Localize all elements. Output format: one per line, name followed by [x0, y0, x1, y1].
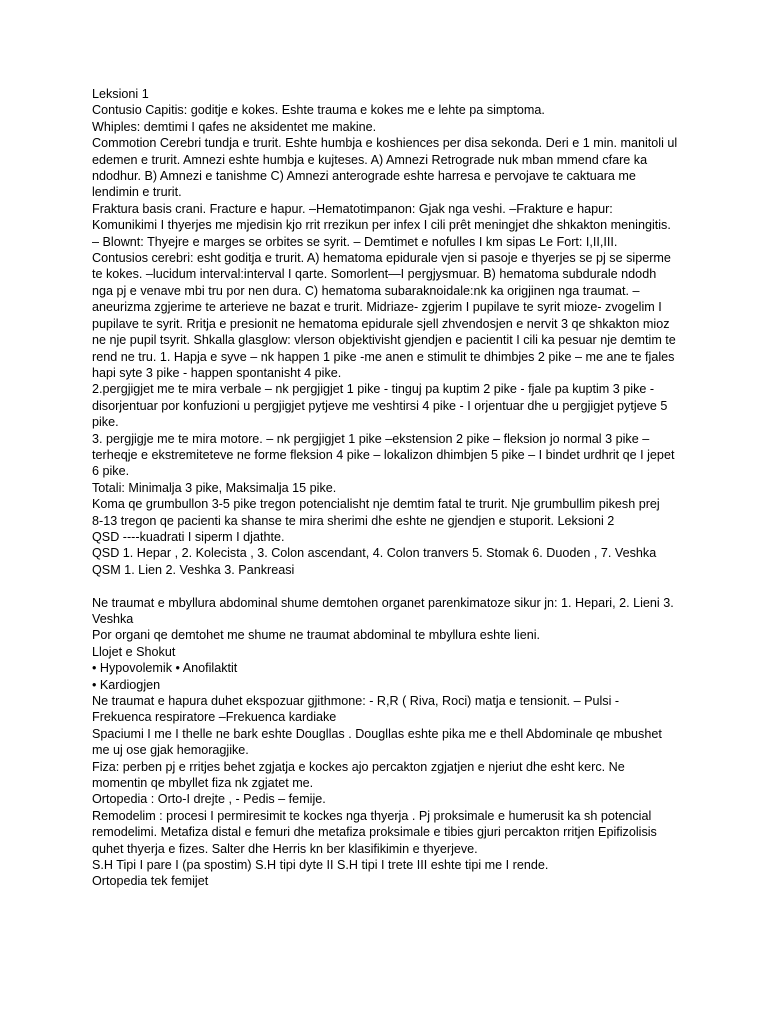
paragraph-lieni: Por organi qe demtohet me shume ne traumat abdominal te mbyllura eshte lieni. [92, 628, 541, 643]
heading-leksioni-1: Leksioni 1 [92, 87, 149, 101]
paragraph-koma: Koma qe grumbullon 3-5 pike tregon potencialisht nje demtim fatal te trurit. Nje grumbullim pikesh prej [92, 497, 660, 512]
list-item-kardiogjen: • Kardiogjen [92, 677, 161, 692]
paragraph-whiples: Whiples: demtimi I qafes ne aksidentet me makine. [92, 119, 377, 134]
paragraph-remodelim: Remodelim : procesi I permiresimit te kockes nga thyerja . Pj proksimale e humerusit ka sh potencial remodelimi. Metafiza distal e femuri dhe metafiza proksimale e tibies gjuri percakton rritjen Epifizolisis quhet thyerja e fizes. Salter dhe Herris kn ber klasifikimin e thyerjeve. [92, 808, 657, 856]
blank-line [92, 578, 680, 594]
paragraph-stupor-leksioni-2: 8-13 tregon qe pacienti ka shanse te mira sherimi dhe eshte ne gjendjen e stuporit. Leksioni 2 [92, 513, 615, 528]
paragraph-dougllas: Spaciumi I me I thelle ne bark eshte Dougllas . Dougllas eshte pika me e thell Abdominale qe mbushet me uj ose gjak hemoragjike. [92, 726, 662, 758]
paragraph-ortopedia: Ortopedia : Orto-I drejte , - Pedis – femije. [92, 792, 326, 807]
paragraph-traumat-hapura: Ne traumat e hapura duhet ekspozuar gjithmone: - R,R ( Riva, Roci) matja e tensionit. – Pulsi - Frekuenca respiratore –Frekuenca kardiake [92, 694, 620, 725]
paragraph-qsd-kuadrati: QSD ----kuadrati I siperm I djathte. [92, 529, 285, 544]
paragraph-fraktura-basis-crani: Fraktura basis crani. Fracture e hapur. –Hematotimpanon: Gjak nga veshi. –Frakture e hapur: Komunikimi I thyerjes me mjedisin kjo rrit rrezikun per infex I cili prêt meningjet dhe shkakton meningitis. – Blownt: Thyejre e marges se orbites se syrit. – Demtimet e nofulles I km sipas Le Fort: I,II,III. [92, 201, 671, 249]
paragraph-qsd-organs: QSD 1. Hepar , 2. Kolecista , 3. Colon ascendant, 4. Colon tranvers 5. Stomak 6. Duoden , 7. Veshka [92, 546, 657, 561]
paragraph-contusios-cerebri: Contusios cerebri: esht goditja e trurit. A) hematoma epidurale vjen si pasoje e thyerjes se pj se siperme te kokes. –lucidum interval:interval I qarte. Somorlent—I pergjysmuar. B) hematoma subdurale ndodh nga pj e venave mbi tru por nen dura. C) hematoma subaraknoidale:nk ka origjinen nga traumat. – aneurizma zgjerime te arterieve ne bazat e trurit. Midriaze- zgjerim I pupilave te syrit mioze- zvogelim I pupilave te syrit. Rritja e presionit ne hematoma epidurale sjell zhvendosjen e nervit 3 qe shkakton mioz ne nje pupil tsyrit. Shkalla glasglow: vlerson objektivisht gjendjen e pacientit I cili ka pesuar nje demtim te rend ne tru. 1. Hapja e syve – nk happen 1 pike -me anen e stimulit te dhimbjes 2 pike – me ane te fjales hapi syte 3 pike - happen spontanisht 4 pike. [92, 251, 676, 380]
paragraph-totali: Totali: Minimalja 3 pike, Maksimalja 15 pike. [92, 480, 337, 495]
paragraph-commotion-cerebri: Commotion Cerebri tundja e trurit. Eshte humbja e koshiences per disa sekonda. Deri e 1 min. manitoli ul edemen e trurit. Amnezi eshte humbja e kujteses. A) Amnezi Retrograde nuk mban mmend cfare ka ndodhur. B) Amnezi e tanishme C) Amnezi anterograde eshte harresa e pervojave te caktuara me lendimin e trurit. [92, 136, 678, 200]
document-page [92, 86, 680, 890]
paragraph-verbal-response: 2.pergjigjet me te mira verbale – nk pergjigjet 1 pike - tinguj pa kuptim 2 pike - fjale pa kuptim 3 pike - disorjentuar por konfuzioni u pergjigjet pytjeve me veshtirsi 4 pike - I orjentuar dhe u pergjigjet pytjeve 5 pike. [92, 382, 668, 430]
list-item-hypovolemik: • Hypovolemik • Anofilaktit [92, 661, 238, 676]
paragraph-contusio-capitis: Contusio Capitis: goditje e kokes. Eshte trauma e kokes me e lehte pa simptoma. [92, 103, 545, 118]
paragraph-traumat-abdominal: Ne traumat e mbyllura abdominal shume demtohen organet parenkimatoze sikur jn: 1. Hepari, 2. Lieni 3. Veshka [92, 595, 674, 626]
paragraph-qsm-organs: QSM 1. Lien 2. Veshka 3. Pankreasi [92, 562, 295, 577]
paragraph-llojet-shokut: Llojet e Shokut [92, 644, 176, 659]
paragraph-motor-response: 3. pergjigje me te mira motore. – nk pergjigjet 1 pike –ekstension 2 pike – fleksion jo normal 3 pike – terheqje e ekstremiteteve ne forme fleksion 4 pike – lokalizon dhimbjen 5 pike – I bindet urdhrit qe I jepet 6 pike. [92, 431, 675, 479]
paragraph-salter-herris: S.H Tipi I pare I (pa spostim) S.H tipi dyte II S.H tipi I trete III eshte tipi me I rende. [92, 858, 549, 873]
paragraph-ortopedia-femijet: Ortopedia tek femijet [92, 874, 209, 889]
paragraph-fiza: Fiza: perben pj e rritjes behet zgjatja e kockes ajo percakton zgjatjen e njeriut dhe esht kerc. Ne momentin qe mbyllet fiza nk zgjatet me. [92, 759, 625, 791]
